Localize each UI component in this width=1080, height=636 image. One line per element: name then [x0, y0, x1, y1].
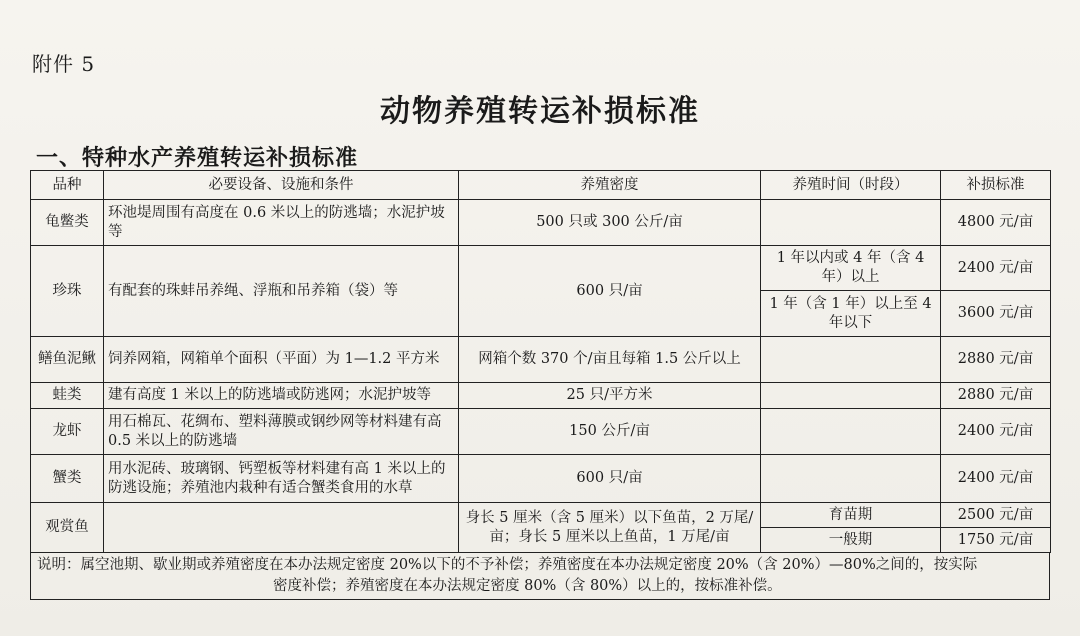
standard-cell: 2400 元/亩 [941, 246, 1051, 291]
header-standard: 补损标准 [941, 171, 1051, 200]
species-cell: 龙虾 [31, 409, 104, 455]
conditions-cell: 有配套的珠蚌吊养绳、浮瓶和吊养箱（袋）等 [104, 246, 459, 337]
attachment-label: 附件 5 [32, 52, 96, 76]
standard-cell: 2400 元/亩 [941, 455, 1051, 503]
density-cell: 600 只/亩 [459, 455, 761, 503]
table-row [31, 455, 1051, 503]
conditions-cell: 饲养网箱，网箱单个面积（平面）为 1—1.2 平方米 [104, 337, 459, 383]
standard-cell: 2400 元/亩 [941, 409, 1051, 455]
table-row [31, 246, 1051, 291]
header-time: 养殖时间（时段） [761, 171, 941, 200]
density-cell: 600 只/亩 [459, 246, 761, 337]
time-cell [761, 455, 941, 503]
density-cell: 25 只/平方米 [459, 383, 761, 409]
species-cell: 蛙类 [31, 383, 104, 409]
density-cell: 网箱个数 370 个/亩且每箱 1.5 公斤以上 [459, 337, 761, 383]
header-species: 品种 [31, 171, 104, 200]
conditions-cell: 用石棉瓦、花绸布、塑料薄膜或钢纱网等材料建有高 0.5 米以上的防逃墙 [104, 409, 459, 455]
time-cell: 育苗期 [761, 503, 941, 528]
note-line-1: 说明：属空池期、歇业期或养殖密度在本办法规定密度 20%以下的不予补偿；养殖密度在本办法规定密度 20%（含 20%）—80%之间的，按实际 [37, 557, 978, 573]
explanation-note [30, 553, 1050, 600]
standard-cell: 2500 元/亩 [941, 503, 1051, 528]
standard-cell: 4800 元/亩 [941, 200, 1051, 246]
species-cell: 珍珠 [31, 246, 104, 337]
standard-cell: 1750 元/亩 [941, 528, 1051, 553]
table-row [31, 503, 1051, 528]
density-cell: 500 只或 300 公斤/亩 [459, 200, 761, 246]
conditions-cell: 环池堤周围有高度在 0.6 米以上的防逃墙；水泥护坡等 [104, 200, 459, 246]
time-cell [761, 200, 941, 246]
standard-cell: 2880 元/亩 [941, 383, 1051, 409]
header-conditions: 必要设备、设施和条件 [104, 171, 459, 200]
time-cell [761, 409, 941, 455]
species-cell: 蟹类 [31, 455, 104, 503]
compensation-table [30, 170, 1051, 553]
document-title: 动物养殖转运补损标准 [380, 94, 700, 129]
conditions-cell: 用水泥砖、玻璃钢、钙塑板等材料建有高 1 米以上的防逃设施；养殖池内栽种有适合蟹类食用的水草 [104, 455, 459, 503]
time-cell: 1 年以内或 4 年（含 4 年）以上 [761, 246, 941, 291]
conditions-cell: 建有高度 1 米以上的防逃墙或防逃网；水泥护坡等 [104, 383, 459, 409]
time-cell: 1 年（含 1 年）以上至 4 年以下 [761, 291, 941, 337]
standard-cell: 3600 元/亩 [941, 291, 1051, 337]
time-cell [761, 337, 941, 383]
section-title: 一、特种水产养殖转运补损标准 [36, 145, 359, 171]
density-cell: 150 公斤/亩 [459, 409, 761, 455]
density-cell: 身长 5 厘米（含 5 厘米）以下鱼苗，2 万尾/亩；身长 5 厘米以上鱼苗，1 万尾/亩 [459, 503, 761, 553]
table-row [31, 337, 1051, 383]
note-line-2: 密度补偿；养殖密度在本办法规定密度 80%（含 80%）以上的，按标准补偿。 [273, 578, 782, 595]
standard-cell: 2880 元/亩 [941, 337, 1051, 383]
table-row [31, 409, 1051, 455]
header-density: 养殖密度 [459, 171, 761, 200]
conditions-cell [104, 503, 459, 553]
species-cell: 观赏鱼 [31, 503, 104, 553]
table-row [31, 200, 1051, 246]
time-cell: 一般期 [761, 528, 941, 553]
table-header-row [31, 171, 1051, 200]
table-row [31, 383, 1051, 409]
species-cell: 鳝鱼泥鳅 [31, 337, 104, 383]
species-cell: 龟鳖类 [31, 200, 104, 246]
time-cell [761, 383, 941, 409]
